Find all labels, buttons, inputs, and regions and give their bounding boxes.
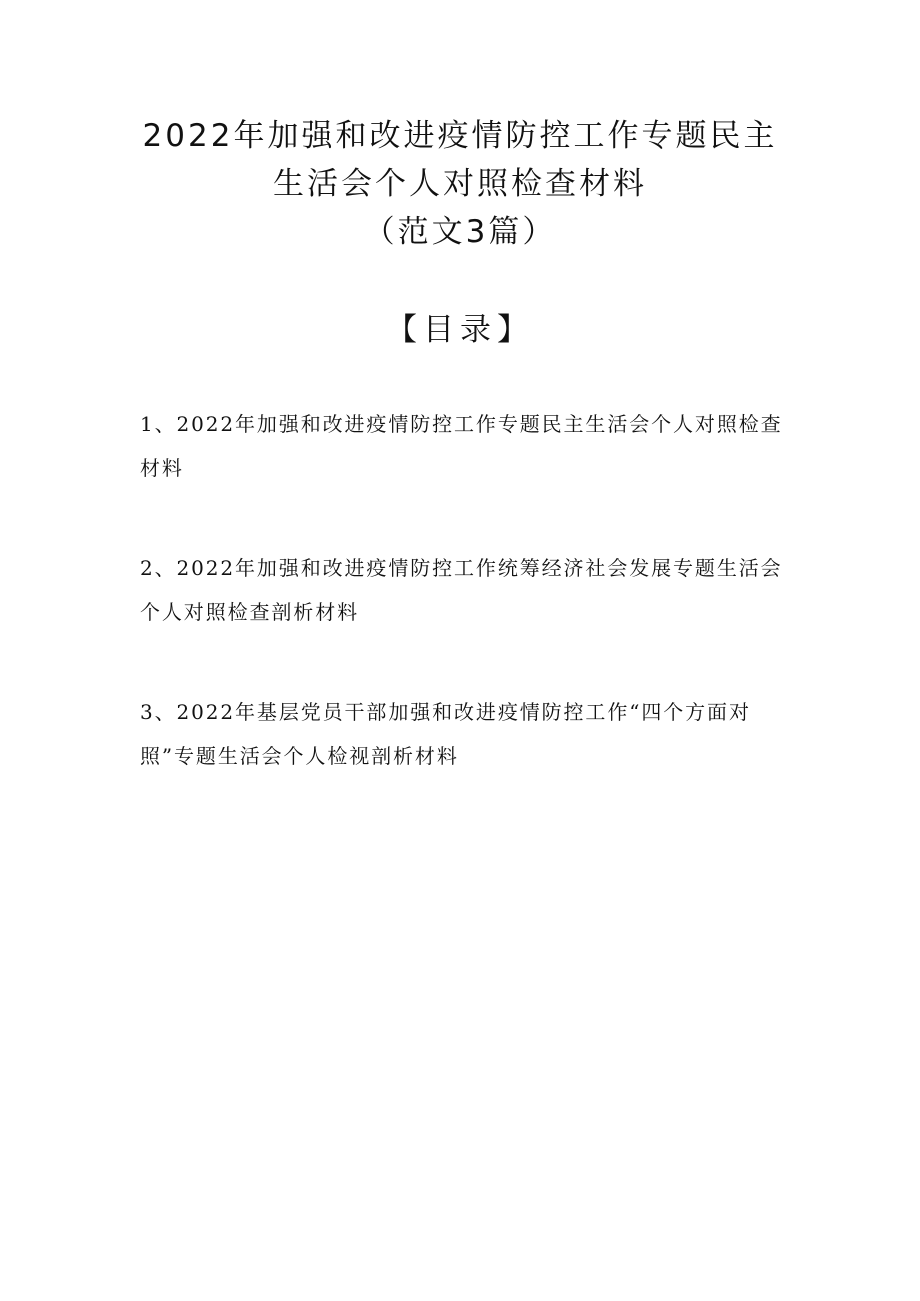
title-line-3: （范文3篇） [363, 214, 557, 250]
toc-list [140, 402, 785, 834]
title-line-2: 生活会个人对照检查材料 [273, 166, 647, 202]
document-title [0, 112, 920, 256]
toc-item-1: 1、2022年加强和改进疫情防控工作专题民主生活会个人对照检查材料 [140, 412, 783, 480]
toc-item-2: 2、2022年加强和改进疫情防控工作统筹经济社会发展专题生活会个人对照检查剖析材料 [140, 556, 783, 624]
toc-item-3: 3、2022年基层党员干部加强和改进疫情防控工作“四个方面对照”专题生活会个人检视剖析材料 [140, 700, 751, 768]
title-line-1: 2022年加强和改进疫情防控工作专题民主 [142, 118, 778, 154]
toc-heading: 【目录】 [386, 312, 534, 348]
